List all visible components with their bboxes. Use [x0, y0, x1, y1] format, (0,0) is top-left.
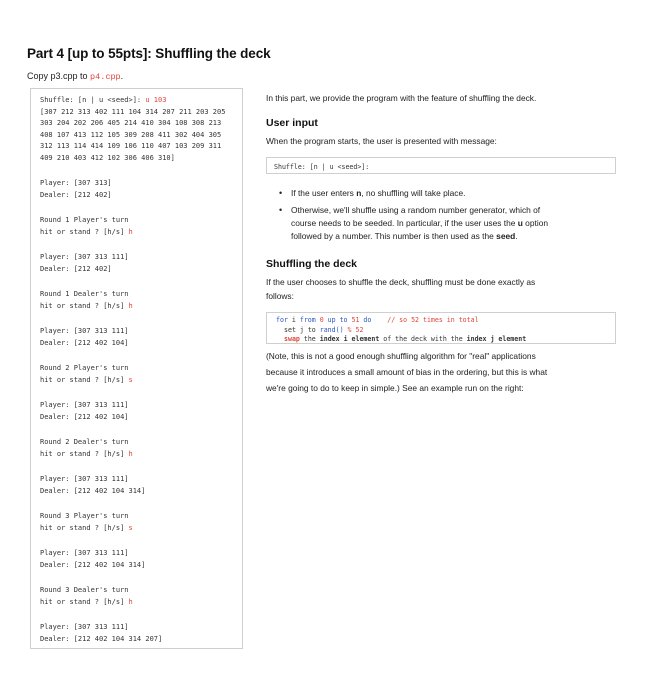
algo-line-3	[276, 335, 615, 345]
swap-the: the	[299, 335, 320, 343]
bullet2-line1: Otherwise, we'll shuffle using a random number generator, which of	[291, 205, 541, 215]
bullet2-line2-end: option	[522, 218, 549, 228]
terminal-line	[40, 548, 242, 560]
terminal-gap	[40, 423, 242, 437]
terminal-output: Player: [307 313 111]	[40, 253, 129, 261]
terminal-user-input: h	[128, 301, 133, 310]
terminal-line	[40, 326, 242, 338]
bullet-dot: •	[279, 188, 283, 198]
kw-upto: up to	[327, 316, 348, 324]
terminal-output: 303 204 202 206 405 214 410 304 108 308 213	[40, 119, 222, 127]
terminal-output: hit or stand ? [h/s]	[40, 227, 129, 236]
terminal-output: hit or stand ? [h/s]	[40, 523, 129, 532]
terminal-output: Dealer: [212 402 104]	[40, 412, 129, 421]
index-i-element: index i element	[319, 335, 380, 343]
bullet1-option: n	[356, 188, 362, 198]
terminal-line	[40, 560, 242, 572]
terminal-output: Player: [307 313 111]	[40, 327, 129, 335]
terminal-line	[40, 153, 242, 165]
terminal-output: Round 1 Dealer's turn	[40, 290, 129, 298]
terminal-output: Round 2 Player's turn	[40, 364, 129, 372]
terminal-user-input: h	[128, 227, 133, 236]
user-input-heading: User input	[266, 117, 318, 129]
bullet-dot: •	[279, 205, 283, 215]
terminal-line	[40, 437, 242, 449]
swap-mid: of the deck with the	[379, 335, 467, 343]
terminal-line	[40, 95, 242, 107]
terminal-gap	[40, 386, 242, 400]
bullet-shuffle	[278, 204, 608, 243]
example-run-terminal	[30, 88, 243, 649]
terminal-gap	[40, 497, 242, 511]
kw-for: for	[276, 316, 288, 324]
note-line-2: because it introduces a small amount of bias in the ordering, but this is what	[266, 367, 548, 377]
terminal-output: [307 212 313 402 111 104 314 207 211 203 205	[40, 107, 226, 116]
terminal-output: Player: [307 313 111]	[40, 401, 129, 409]
num-zero: 0	[315, 316, 328, 324]
user-input-text: When the program starts, the user is presented with message:	[266, 136, 497, 146]
algo-line-2	[276, 326, 615, 336]
terminal-user-input: h	[128, 597, 133, 606]
terminal-output: Round 3 Player's turn	[40, 512, 129, 520]
terminal-line	[40, 449, 242, 461]
target-filename: p4.cpp	[90, 72, 121, 82]
terminal-output: hit or stand ? [h/s]	[40, 375, 129, 384]
terminal-output: Round 3 Dealer's turn	[40, 586, 129, 594]
terminal-user-input: s	[128, 375, 133, 384]
bullet2-line3-end: .	[515, 231, 518, 241]
var-i: i	[287, 316, 300, 324]
terminal-output: Dealer: [212 402 104 314]	[40, 486, 146, 495]
fn-rand: rand()	[319, 325, 344, 334]
bullet2-line2: course needs to be seeded. In particular, if the user uses the	[291, 218, 518, 228]
terminal-output: 312 113 114 414 109 106 110 407 103 209 311	[40, 142, 222, 150]
terminal-line	[40, 118, 242, 130]
algo-line-1	[276, 316, 615, 326]
terminal-line	[40, 585, 242, 597]
intro-text: In this part, we provide the program with the feature of shuffling the deck.	[266, 93, 537, 103]
terminal-line	[40, 338, 242, 350]
terminal-line	[40, 597, 242, 609]
copy-instruction-tail: .	[120, 71, 124, 81]
bullet2-seed: seed	[496, 231, 516, 241]
terminal-gap	[40, 349, 242, 363]
terminal-line	[40, 301, 242, 313]
terminal-output: Player: [307 313]	[40, 179, 112, 187]
prompt-code-box	[266, 157, 616, 174]
code-comment: // so 52 times in total	[387, 316, 479, 324]
terminal-gap	[40, 534, 242, 548]
terminal-line	[40, 634, 242, 646]
terminal-line	[40, 141, 242, 153]
terminal-output: Dealer: [212 402]	[40, 264, 112, 273]
shuffle-text-2: follows:	[266, 291, 294, 301]
terminal-output: Round 2 Dealer's turn	[40, 438, 129, 446]
terminal-line	[40, 375, 242, 387]
bullet2-line3: followed by a number. This number is then used as the	[291, 231, 497, 241]
terminal-gap	[40, 201, 242, 215]
terminal-output: Shuffle: [n | u <seed>]:	[40, 96, 146, 104]
terminal-line	[40, 130, 242, 142]
terminal-output: Dealer: [212 402 104 314 207]	[40, 634, 163, 643]
bullet1-text: If the user enters	[291, 188, 357, 198]
terminal-output: Dealer: [212 402 104 314]	[40, 560, 146, 569]
terminal-output: Player: [307 313 111]	[40, 475, 129, 483]
algorithm-code-box	[266, 312, 616, 344]
kw-from: from	[299, 316, 316, 324]
bullet2-option: u	[517, 218, 523, 228]
bullet1-text-end: , no shuffling will take place.	[361, 188, 466, 198]
terminal-output: Dealer: [212 402 104]	[40, 338, 129, 347]
terminal-output: hit or stand ? [h/s]	[40, 597, 129, 606]
terminal-gap	[40, 312, 242, 326]
terminal-line	[40, 511, 242, 523]
terminal-gap	[40, 460, 242, 474]
terminal-output: 409 210 403 412 102 306 406 310]	[40, 153, 175, 162]
terminal-output: Player: [307 313 111]	[40, 549, 129, 557]
note-line-1: (Note, this is not a good enough shuffling algorithm for "real" applications	[266, 351, 536, 361]
terminal-line	[40, 474, 242, 486]
copy-instruction-text: Copy p3.cpp to	[27, 71, 91, 81]
mod-52: % 52	[343, 325, 364, 334]
terminal-line	[40, 107, 242, 119]
terminal-output: Dealer: [212 402]	[40, 190, 112, 199]
terminal-line	[40, 264, 242, 276]
note-line-3: we're going to do to keep in simple.) See an example run on the right:	[266, 383, 524, 393]
terminal-line	[40, 412, 242, 424]
kw-do: do	[363, 316, 372, 324]
terminal-line	[40, 486, 242, 498]
terminal-line	[40, 178, 242, 190]
copy-instruction	[27, 71, 123, 82]
terminal-line	[40, 215, 242, 227]
kw-swap: swap	[284, 335, 300, 343]
terminal-output: hit or stand ? [h/s]	[40, 449, 129, 458]
terminal-user-input: s	[128, 523, 133, 532]
terminal-output: 408 107 413 112 105 309 208 411 302 404 305	[40, 130, 222, 139]
terminal-output: Player: [307 313 111]	[40, 623, 129, 631]
prompt-code: Shuffle: [n | u <seed>]:	[274, 163, 370, 171]
terminal-gap	[40, 571, 242, 585]
terminal-line	[40, 622, 242, 634]
page-title: Part 4 [up to 55pts]: Shuffling the deck	[27, 46, 271, 61]
terminal-line	[40, 252, 242, 264]
terminal-gap	[40, 275, 242, 289]
terminal-user-input: u 103	[145, 96, 167, 104]
terminal-line	[40, 190, 242, 202]
terminal-output: hit or stand ? [h/s]	[40, 301, 129, 310]
set-j: set j to	[284, 325, 320, 334]
shuffle-text-1: If the user chooses to shuffle the deck, shuffling must be done exactly as	[266, 277, 536, 287]
terminal-gap	[40, 238, 242, 252]
terminal-gap	[40, 608, 242, 622]
option-bullets	[278, 187, 608, 247]
shuffle-heading: Shuffling the deck	[266, 258, 358, 270]
terminal-line	[40, 227, 242, 239]
terminal-output: Round 1 Player's turn	[40, 216, 129, 224]
terminal-gap	[40, 164, 242, 178]
terminal-line	[40, 523, 242, 535]
terminal-user-input: h	[128, 449, 133, 458]
bullet-no-shuffle	[278, 187, 608, 200]
terminal-line	[40, 400, 242, 412]
terminal-line	[40, 363, 242, 375]
terminal-line	[40, 289, 242, 301]
num-51: 51	[347, 316, 364, 324]
index-j-element: index j element	[466, 335, 527, 343]
